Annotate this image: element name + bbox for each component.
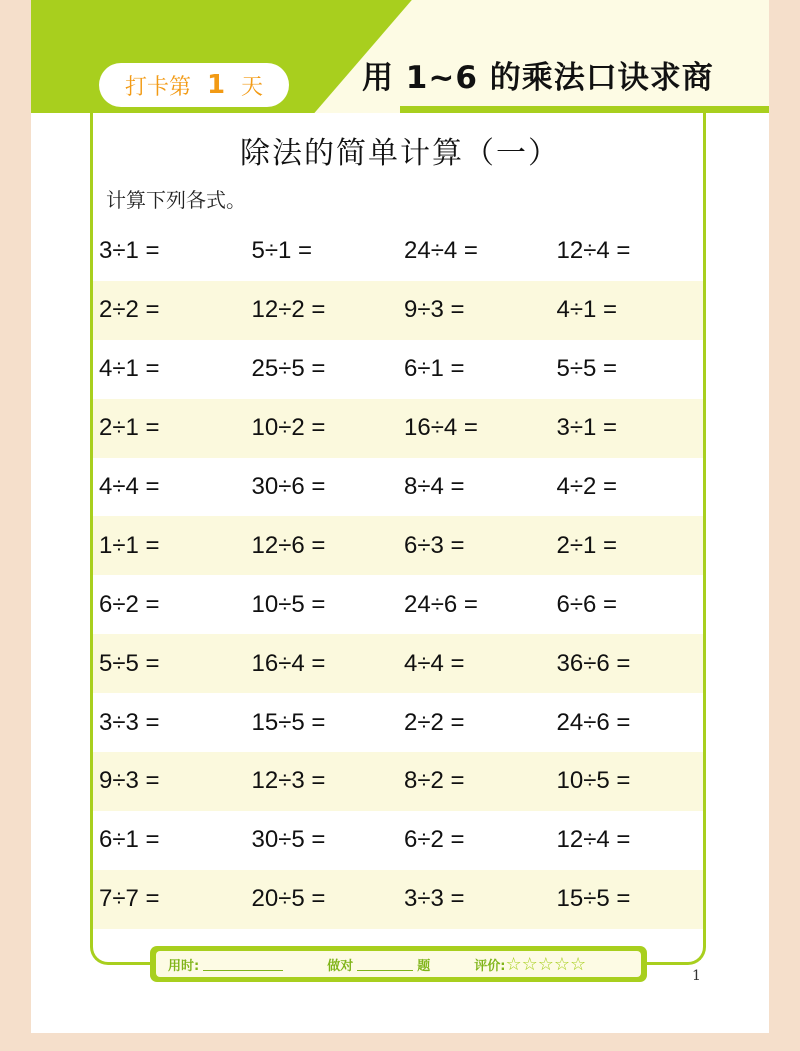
problem-row [93,340,703,399]
problem-cell: 3÷3 = [99,708,160,736]
problem-cell: 12÷2 = [251,296,326,324]
problem-cell: 30÷5 = [251,826,326,854]
problem-cell: 3÷3 = [404,885,465,913]
problem-cell: 5÷5 = [556,355,618,383]
problem-cell: 12÷6 = [251,531,326,559]
problem-cell: 1÷1 = [99,531,160,559]
problem-row [93,575,703,634]
problem-cell: 24÷4 = [404,237,478,265]
problem-cell: 24÷6 = [404,590,478,618]
problem-cell: 6÷3 = [404,531,465,559]
correct-blank[interactable] [357,957,413,971]
problem-cell: 4÷1 = [99,355,160,383]
problem-cell: 12÷4 = [556,237,631,265]
problem-row [93,399,703,458]
problem-row [93,222,703,281]
problem-cell: 4÷2 = [556,473,618,500]
problem-cell: 6÷6 = [556,590,618,618]
problem-cell: 8÷4 = [404,473,465,500]
footer-bar [150,946,647,982]
problem-cell: 5÷1 = [251,237,313,265]
rating-stars-icon[interactable]: ☆☆☆☆☆ [505,953,587,975]
problem-cell: 15÷5 = [251,708,326,736]
problem-cell: 6÷1 = [99,826,160,854]
header-underline [400,106,769,113]
rating-label: 评价: [474,958,506,974]
problem-cell: 4÷1 = [556,296,618,324]
problem-cell: 15÷5 = [556,885,631,913]
footer-panel [156,951,641,977]
day-prefix: 打卡第 [124,74,191,100]
problem-cell: 8÷2 = [404,767,465,795]
problem-row [93,870,703,929]
time-label: 用时: [168,958,200,974]
problem-cell: 2÷1 = [99,414,160,442]
problem-row [93,634,703,693]
problem-row [93,811,703,870]
problem-row [93,458,703,517]
instruction-text: 计算下列各式。 [106,188,246,212]
problem-table [93,222,703,929]
time-blank[interactable] [203,957,283,971]
problem-cell: 3÷1 = [99,237,160,265]
problem-cell: 10÷5 = [251,590,326,618]
problem-row [93,693,703,752]
problem-cell: 7÷7 = [99,885,160,913]
problem-cell: 3÷1 = [556,414,618,442]
problem-cell: 6÷2 = [404,826,465,854]
problem-cell: 9÷3 = [404,296,465,324]
page-number: 1 [692,968,701,984]
problem-cell: 6÷1 = [404,355,465,383]
problem-cell: 16÷4 = [404,414,478,442]
day-badge [99,63,289,107]
problem-cell: 9÷3 = [99,767,160,795]
problem-cell: 12÷3 = [251,767,326,795]
problem-row [93,516,703,575]
problem-cell: 5÷5 = [99,649,160,677]
problem-cell: 12÷4 = [556,826,631,854]
problem-cell: 2÷2 = [99,296,160,324]
section-title: 除法的简单计算（一） [240,136,560,171]
problem-cell: 30÷6 = [251,473,326,500]
problem-cell: 10÷2 = [251,414,326,442]
problem-row [93,281,703,340]
problem-cell: 4÷4 = [99,473,160,500]
problem-cell: 25÷5 = [251,355,326,383]
problem-cell: 16÷4 = [251,649,326,677]
problem-cell: 2÷1 = [556,531,618,559]
correct-unit: 题 [417,958,431,974]
day-suffix: 天 [241,74,264,100]
problem-cell: 6÷2 = [99,590,160,618]
problem-cell: 2÷2 = [404,708,465,736]
problem-cell: 4÷4 = [404,649,465,677]
problem-row [93,752,703,811]
problem-cell: 24÷6 = [556,708,631,736]
problem-cell: 20÷5 = [251,885,326,913]
correct-label: 做对 [327,958,354,974]
problem-cell: 10÷5 = [556,767,631,795]
day-number: 1 [206,70,226,100]
problem-cell: 36÷6 = [556,649,631,677]
page-title: 用 1~6 的乘法口诀求商 [362,60,714,96]
